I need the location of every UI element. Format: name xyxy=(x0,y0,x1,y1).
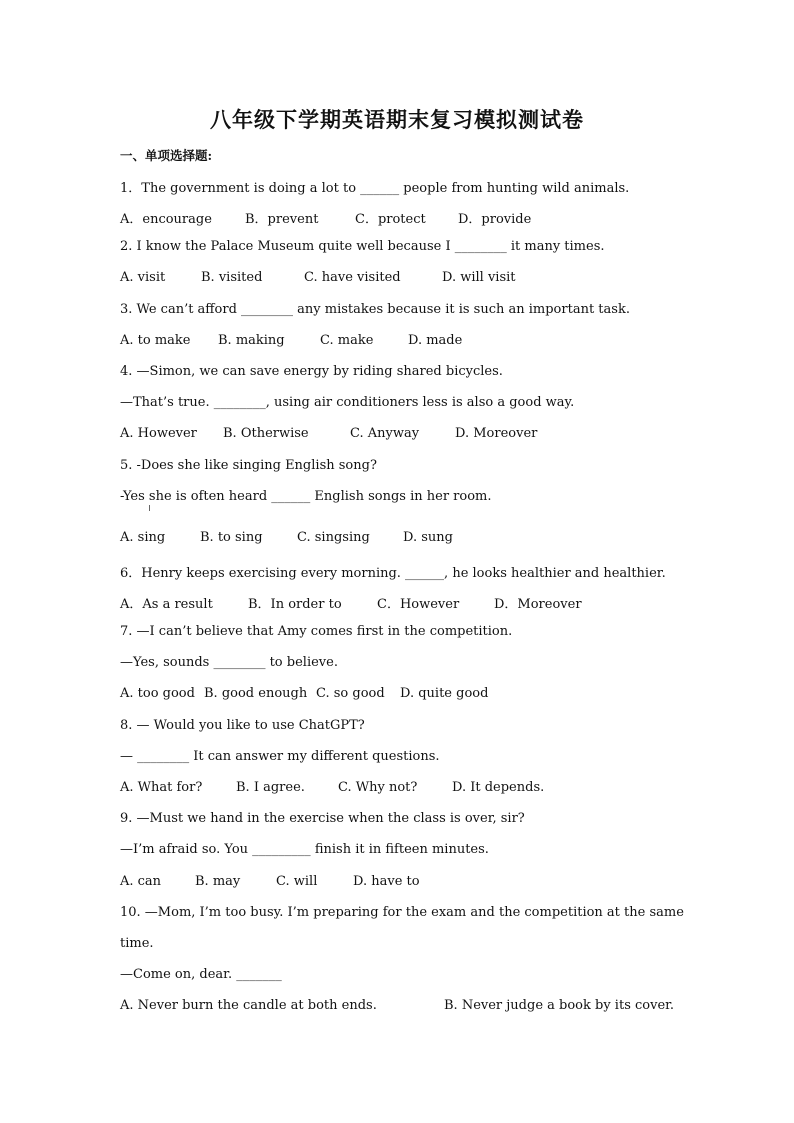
page-title: 八年级下学期英语期末复习模拟测试卷 xyxy=(210,107,584,132)
option: A．encourage xyxy=(120,212,212,227)
question-line: 1．The government is doing a lot to ______ people from hunting wild animals. xyxy=(120,181,630,196)
option: A. too good xyxy=(120,686,195,701)
option: C．protect xyxy=(355,212,426,227)
question-line: 4. —Simon, we can save energy by riding shared bicycles. xyxy=(120,364,503,379)
option: C．However xyxy=(377,597,460,612)
option: D．provide xyxy=(458,212,532,227)
option: A. However xyxy=(120,426,197,441)
question-line: —I’m afraid so. You _________ finish it in fifteen minutes. xyxy=(120,842,489,857)
option: B. making xyxy=(218,333,285,348)
option: A. sing xyxy=(120,530,166,545)
question-line: 10. —Mom, I’m too busy. I’m preparing for the exam and the competition at the same xyxy=(120,905,684,920)
option: C. will xyxy=(276,874,318,889)
question-line: -Yes she is often heard ______ English songs in her room. xyxy=(120,489,492,504)
option: C. make xyxy=(320,333,374,348)
question-line: —That’s true. ________, using air conditioners less is also a good way. xyxy=(120,395,575,410)
option: B. to sing xyxy=(200,530,263,545)
option: B．prevent xyxy=(245,212,319,227)
question-line: 6．Henry keeps exercising every morning. ______, he looks healthier and healthier. xyxy=(120,566,666,581)
option: C. so good xyxy=(316,686,385,701)
question-line: — ________ It can answer my different questions. xyxy=(120,749,440,764)
option: B．In order to xyxy=(248,597,342,612)
option: D. sung xyxy=(403,530,453,545)
option: C. have visited xyxy=(304,270,401,285)
option: A. What for? xyxy=(120,780,203,795)
option: C. Anyway xyxy=(350,426,420,441)
option: B. good enough xyxy=(204,686,308,701)
option: A. visit xyxy=(120,270,166,285)
question-line: 3. We can’t afford ________ any mistakes because it is such an important task. xyxy=(120,302,630,317)
stray-mark xyxy=(149,505,150,511)
question-line: 7. —I can’t believe that Amy comes first in the competition. xyxy=(120,624,513,639)
section-heading: 一、单项选择题: xyxy=(120,148,213,163)
question-line: time. xyxy=(120,936,154,951)
option: B. Otherwise xyxy=(223,426,309,441)
option: A. Never burn the candle at both ends. xyxy=(120,998,377,1013)
option: C. singsing xyxy=(297,530,370,545)
question-line: 5. -Does she like singing English song? xyxy=(120,458,377,473)
option: D. will visit xyxy=(442,270,516,285)
option: D. made xyxy=(408,333,463,348)
option: B. may xyxy=(195,874,241,889)
option: D. have to xyxy=(353,874,420,889)
option: D．Moreover xyxy=(494,597,582,612)
option: A. to make xyxy=(120,333,191,348)
option: A. can xyxy=(120,874,162,889)
option: A．As a result xyxy=(120,597,213,612)
option: B. visited xyxy=(201,270,263,285)
option: C. Why not? xyxy=(338,780,418,795)
question-line: 9. —Must we hand in the exercise when the class is over, sir? xyxy=(120,811,525,826)
question-line: —Yes, sounds ________ to believe. xyxy=(120,655,338,670)
question-line: —Come on, dear. _______ xyxy=(120,967,282,982)
option: D. It depends. xyxy=(452,780,545,795)
option: B. Never judge a book by its cover. xyxy=(444,998,675,1013)
option: B. I agree. xyxy=(236,780,305,795)
option: D. Moreover xyxy=(455,426,538,441)
option: D. quite good xyxy=(400,686,489,701)
question-line: 8. — Would you like to use ChatGPT? xyxy=(120,718,365,733)
question-line: 2. I know the Palace Museum quite well because I ________ it many times. xyxy=(120,239,605,254)
